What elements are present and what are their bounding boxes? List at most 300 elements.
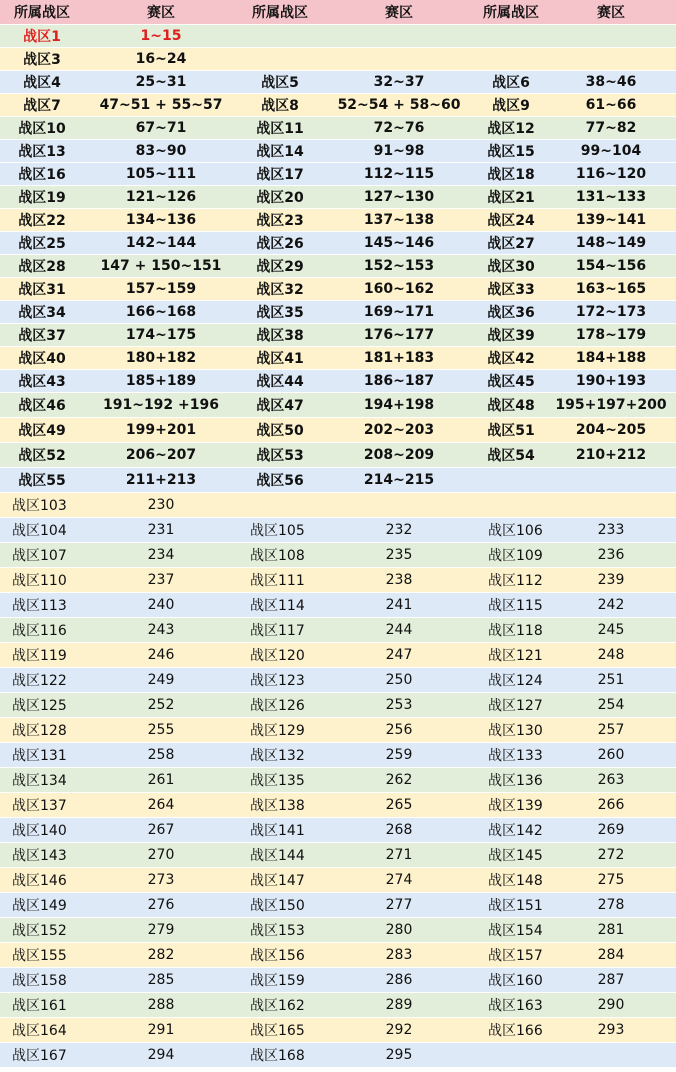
region-cell: 249 xyxy=(84,668,238,693)
table-row xyxy=(0,893,676,918)
zone-cell: 战区27 xyxy=(476,232,546,255)
region-cell: 281 xyxy=(546,918,676,943)
region-cell: 284 xyxy=(546,943,676,968)
region-cell: 232 xyxy=(322,518,476,543)
table-row xyxy=(0,1043,676,1068)
zone-cell: 战区143 xyxy=(0,843,84,868)
zone-cell: 战区167 xyxy=(0,1043,84,1068)
zone-cell: 战区109 xyxy=(476,543,546,568)
zone-cell: 战区149 xyxy=(0,893,84,918)
region-cell: 160~162 xyxy=(322,278,476,301)
zone-cell: 战区116 xyxy=(0,618,84,643)
zone-cell: 战区119 xyxy=(0,643,84,668)
region-cell: 195+197+200 xyxy=(546,393,676,418)
region-cell: 105~111 xyxy=(84,163,238,186)
table-row xyxy=(0,370,676,393)
zone-cell: 战区11 xyxy=(238,117,322,140)
region-cell: 274 xyxy=(322,868,476,893)
zone-cell: 战区131 xyxy=(0,743,84,768)
region-cell xyxy=(546,468,676,493)
zone-cell: 战区121 xyxy=(476,643,546,668)
table-row xyxy=(0,518,676,543)
region-cell: 235 xyxy=(322,543,476,568)
zone-cell: 战区104 xyxy=(0,518,84,543)
region-cell: 142~144 xyxy=(84,232,238,255)
table-row xyxy=(0,209,676,232)
region-cell: 166~168 xyxy=(84,301,238,324)
region-cell: 295 xyxy=(322,1043,476,1068)
table-row xyxy=(0,468,676,493)
region-cell: 247 xyxy=(322,643,476,668)
zone-cell: 战区160 xyxy=(476,968,546,993)
zone-cell: 战区144 xyxy=(238,843,322,868)
zone-cell: 战区128 xyxy=(0,718,84,743)
region-cell: 243 xyxy=(84,618,238,643)
table-row xyxy=(0,718,676,743)
zone-cell: 战区30 xyxy=(476,255,546,278)
region-cell: 282 xyxy=(84,943,238,968)
zone-cell: 战区38 xyxy=(238,324,322,347)
zone-cell: 战区35 xyxy=(238,301,322,324)
zone-cell: 战区115 xyxy=(476,593,546,618)
zone-cell: 战区146 xyxy=(0,868,84,893)
region-cell: 169~171 xyxy=(322,301,476,324)
table-row xyxy=(0,232,676,255)
table-header-row xyxy=(0,0,676,25)
region-cell: 266 xyxy=(546,793,676,818)
zone-cell: 战区117 xyxy=(238,618,322,643)
zone-cell: 战区150 xyxy=(238,893,322,918)
zone-cell: 战区159 xyxy=(238,968,322,993)
region-cell: 250 xyxy=(322,668,476,693)
zone-cell: 战区168 xyxy=(238,1043,322,1068)
region-cell: 238 xyxy=(322,568,476,593)
region-cell: 174~175 xyxy=(84,324,238,347)
region-cell: 240 xyxy=(84,593,238,618)
region-cell: 157~159 xyxy=(84,278,238,301)
table-row xyxy=(0,255,676,278)
table-row xyxy=(0,668,676,693)
region-cell: 294 xyxy=(84,1043,238,1068)
table-row xyxy=(0,1018,676,1043)
table-row xyxy=(0,968,676,993)
region-cell: 286 xyxy=(322,968,476,993)
zone-cell: 战区122 xyxy=(0,668,84,693)
zone-cell xyxy=(476,493,546,518)
region-cell: 77~82 xyxy=(546,117,676,140)
region-cell: 248 xyxy=(546,643,676,668)
header-zone-2: 所属战区 xyxy=(238,0,322,25)
table-row xyxy=(0,818,676,843)
zone-cell: 战区29 xyxy=(238,255,322,278)
region-cell: 283 xyxy=(322,943,476,968)
region-cell: 91~98 xyxy=(322,140,476,163)
table-row xyxy=(0,943,676,968)
zone-cell: 战区111 xyxy=(238,568,322,593)
zone-cell: 战区158 xyxy=(0,968,84,993)
zone-cell: 战区164 xyxy=(0,1018,84,1043)
zone-cell: 战区25 xyxy=(0,232,84,255)
region-cell xyxy=(546,493,676,518)
zone-cell xyxy=(476,468,546,493)
region-cell: 176~177 xyxy=(322,324,476,347)
region-cell: 254 xyxy=(546,693,676,718)
zone-cell: 战区22 xyxy=(0,209,84,232)
zone-cell: 战区48 xyxy=(476,393,546,418)
table-row xyxy=(0,643,676,668)
region-cell: 276 xyxy=(84,893,238,918)
zone-cell: 战区154 xyxy=(476,918,546,943)
region-cell: 270 xyxy=(84,843,238,868)
zone-cell: 战区37 xyxy=(0,324,84,347)
region-cell: 262 xyxy=(322,768,476,793)
zone-cell: 战区45 xyxy=(476,370,546,393)
header-region-2: 赛区 xyxy=(322,0,476,25)
zone-cell: 战区126 xyxy=(238,693,322,718)
region-cell: 148~149 xyxy=(546,232,676,255)
zone-cell: 战区151 xyxy=(476,893,546,918)
zone-cell: 战区123 xyxy=(238,668,322,693)
region-cell: 184+188 xyxy=(546,347,676,370)
region-cell: 287 xyxy=(546,968,676,993)
region-cell: 185+189 xyxy=(84,370,238,393)
table-row xyxy=(0,843,676,868)
region-cell: 271 xyxy=(322,843,476,868)
table-row xyxy=(0,25,676,48)
region-cell: 152~153 xyxy=(322,255,476,278)
zone-cell: 战区133 xyxy=(476,743,546,768)
region-cell: 190+193 xyxy=(546,370,676,393)
zone-cell: 战区36 xyxy=(476,301,546,324)
region-cell: 263 xyxy=(546,768,676,793)
zone-cell: 战区125 xyxy=(0,693,84,718)
zone-cell: 战区152 xyxy=(0,918,84,943)
table-row xyxy=(0,94,676,117)
header-zone-1: 所属战区 xyxy=(0,0,84,25)
region-cell: 208~209 xyxy=(322,443,476,468)
region-cell: 269 xyxy=(546,818,676,843)
region-cell: 267 xyxy=(84,818,238,843)
header-zone-3: 所属战区 xyxy=(476,0,546,25)
table-row xyxy=(0,140,676,163)
zone-cell: 战区52 xyxy=(0,443,84,468)
zone-cell: 战区8 xyxy=(238,94,322,117)
zone-cell: 战区21 xyxy=(476,186,546,209)
region-cell: 16~24 xyxy=(84,48,238,71)
zone-cell: 战区155 xyxy=(0,943,84,968)
zone-cell: 战区135 xyxy=(238,768,322,793)
region-cell: 127~130 xyxy=(322,186,476,209)
region-cell: 280 xyxy=(322,918,476,943)
region-cell: 112~115 xyxy=(322,163,476,186)
region-cell: 61~66 xyxy=(546,94,676,117)
region-cell: 259 xyxy=(322,743,476,768)
region-cell: 285 xyxy=(84,968,238,993)
table-row xyxy=(0,163,676,186)
table-row xyxy=(0,186,676,209)
zone-cell: 战区12 xyxy=(476,117,546,140)
region-cell: 147 + 150~151 xyxy=(84,255,238,278)
region-cell: 275 xyxy=(546,868,676,893)
table-row xyxy=(0,993,676,1018)
region-cell: 52~54 + 58~60 xyxy=(322,94,476,117)
region-cell: 199+201 xyxy=(84,418,238,443)
zone-cell: 战区23 xyxy=(238,209,322,232)
region-cell: 230 xyxy=(84,493,238,518)
region-cell: 292 xyxy=(322,1018,476,1043)
zone-cell xyxy=(476,48,546,71)
zone-cell: 战区42 xyxy=(476,347,546,370)
region-cell: 253 xyxy=(322,693,476,718)
region-cell: 178~179 xyxy=(546,324,676,347)
zone-cell: 战区118 xyxy=(476,618,546,643)
zone-cell: 战区14 xyxy=(238,140,322,163)
table-row xyxy=(0,393,676,418)
zone-cell: 战区110 xyxy=(0,568,84,593)
zone-cell: 战区20 xyxy=(238,186,322,209)
zone-cell: 战区105 xyxy=(238,518,322,543)
zone-cell: 战区9 xyxy=(476,94,546,117)
region-cell: 255 xyxy=(84,718,238,743)
zone-cell: 战区19 xyxy=(0,186,84,209)
zone-cell: 战区145 xyxy=(476,843,546,868)
table-row xyxy=(0,793,676,818)
zone-cell: 战区1 xyxy=(0,25,84,48)
table-row xyxy=(0,301,676,324)
region-cell: 233 xyxy=(546,518,676,543)
zone-cell: 战区5 xyxy=(238,71,322,94)
region-cell: 273 xyxy=(84,868,238,893)
region-cell: 257 xyxy=(546,718,676,743)
region-cell: 289 xyxy=(322,993,476,1018)
region-cell: 239 xyxy=(546,568,676,593)
zone-cell: 战区46 xyxy=(0,393,84,418)
zone-cell: 战区10 xyxy=(0,117,84,140)
table-row xyxy=(0,568,676,593)
zone-cell: 战区153 xyxy=(238,918,322,943)
zone-cell: 战区165 xyxy=(238,1018,322,1043)
region-cell: 246 xyxy=(84,643,238,668)
zone-cell: 战区124 xyxy=(476,668,546,693)
zone-cell xyxy=(238,48,322,71)
zone-cell: 战区17 xyxy=(238,163,322,186)
region-cell: 131~133 xyxy=(546,186,676,209)
region-cell: 163~165 xyxy=(546,278,676,301)
region-cell: 264 xyxy=(84,793,238,818)
table-row xyxy=(0,493,676,518)
region-cell: 137~138 xyxy=(322,209,476,232)
region-cell xyxy=(546,48,676,71)
region-cell xyxy=(546,25,676,48)
zone-cell: 战区112 xyxy=(476,568,546,593)
region-cell: 234 xyxy=(84,543,238,568)
zone-cell: 战区127 xyxy=(476,693,546,718)
region-cell: 1~15 xyxy=(84,25,238,48)
region-cell: 272 xyxy=(546,843,676,868)
region-cell: 145~146 xyxy=(322,232,476,255)
region-cell: 236 xyxy=(546,543,676,568)
region-cell: 139~141 xyxy=(546,209,676,232)
table-row xyxy=(0,443,676,468)
region-cell: 258 xyxy=(84,743,238,768)
zone-cell: 战区107 xyxy=(0,543,84,568)
zone-cell: 战区32 xyxy=(238,278,322,301)
region-cell: 214~215 xyxy=(322,468,476,493)
region-cell: 251 xyxy=(546,668,676,693)
region-cell: 47~51 + 55~57 xyxy=(84,94,238,117)
region-cell: 180+182 xyxy=(84,347,238,370)
region-cell xyxy=(546,1043,676,1068)
zone-cell: 战区130 xyxy=(476,718,546,743)
zone-cell: 战区40 xyxy=(0,347,84,370)
region-cell: 244 xyxy=(322,618,476,643)
table-row xyxy=(0,918,676,943)
table-row xyxy=(0,278,676,301)
table-row xyxy=(0,48,676,71)
region-cell: 279 xyxy=(84,918,238,943)
region-cell: 206~207 xyxy=(84,443,238,468)
region-cell: 194+198 xyxy=(322,393,476,418)
region-cell: 32~37 xyxy=(322,71,476,94)
region-cell: 186~187 xyxy=(322,370,476,393)
table-row xyxy=(0,324,676,347)
zone-cell: 战区24 xyxy=(476,209,546,232)
region-cell: 204~205 xyxy=(546,418,676,443)
zone-cell: 战区129 xyxy=(238,718,322,743)
zone-cell: 战区7 xyxy=(0,94,84,117)
zone-cell: 战区134 xyxy=(0,768,84,793)
zone-cell: 战区156 xyxy=(238,943,322,968)
header-region-1: 赛区 xyxy=(84,0,238,25)
table-row xyxy=(0,347,676,370)
zone-cell: 战区142 xyxy=(476,818,546,843)
region-cell: 191~192 +196 xyxy=(84,393,238,418)
zone-cell xyxy=(238,493,322,518)
region-cell: 291 xyxy=(84,1018,238,1043)
zone-cell: 战区4 xyxy=(0,71,84,94)
zone-cell: 战区55 xyxy=(0,468,84,493)
zone-cell: 战区33 xyxy=(476,278,546,301)
zone-cell: 战区44 xyxy=(238,370,322,393)
region-cell: 252 xyxy=(84,693,238,718)
zone-cell: 战区31 xyxy=(0,278,84,301)
region-cell: 293 xyxy=(546,1018,676,1043)
zone-cell: 战区103 xyxy=(0,493,84,518)
zone-cell: 战区137 xyxy=(0,793,84,818)
header-region-3: 赛区 xyxy=(546,0,676,25)
zone-cell: 战区157 xyxy=(476,943,546,968)
region-cell: 210+212 xyxy=(546,443,676,468)
table-row xyxy=(0,743,676,768)
zone-cell: 战区139 xyxy=(476,793,546,818)
region-cell: 260 xyxy=(546,743,676,768)
zone-cell: 战区26 xyxy=(238,232,322,255)
zone-cell: 战区47 xyxy=(238,393,322,418)
region-cell: 245 xyxy=(546,618,676,643)
region-cell: 83~90 xyxy=(84,140,238,163)
table-row xyxy=(0,543,676,568)
region-cell: 202~203 xyxy=(322,418,476,443)
region-cell: 241 xyxy=(322,593,476,618)
zone-cell xyxy=(476,1043,546,1068)
region-cell: 116~120 xyxy=(546,163,676,186)
region-cell: 181+183 xyxy=(322,347,476,370)
zone-cell: 战区56 xyxy=(238,468,322,493)
zone-cell: 战区51 xyxy=(476,418,546,443)
zone-cell: 战区140 xyxy=(0,818,84,843)
region-cell: 72~76 xyxy=(322,117,476,140)
zone-cell: 战区136 xyxy=(476,768,546,793)
region-cell: 288 xyxy=(84,993,238,1018)
region-cell: 25~31 xyxy=(84,71,238,94)
region-cell: 67~71 xyxy=(84,117,238,140)
region-cell: 99~104 xyxy=(546,140,676,163)
region-cell xyxy=(322,25,476,48)
zone-cell xyxy=(476,25,546,48)
zone-cell: 战区15 xyxy=(476,140,546,163)
region-cell: 268 xyxy=(322,818,476,843)
table-row xyxy=(0,117,676,140)
zone-cell: 战区162 xyxy=(238,993,322,1018)
zone-cell: 战区141 xyxy=(238,818,322,843)
table-row xyxy=(0,593,676,618)
zone-cell: 战区16 xyxy=(0,163,84,186)
zone-cell: 战区148 xyxy=(476,868,546,893)
region-cell: 261 xyxy=(84,768,238,793)
table-body xyxy=(0,25,676,1068)
table-row xyxy=(0,71,676,94)
region-cell: 237 xyxy=(84,568,238,593)
region-cell: 265 xyxy=(322,793,476,818)
table-row xyxy=(0,768,676,793)
table-row xyxy=(0,693,676,718)
zone-cell xyxy=(238,25,322,48)
region-cell: 121~126 xyxy=(84,186,238,209)
region-cell: 278 xyxy=(546,893,676,918)
region-cell: 256 xyxy=(322,718,476,743)
region-cell: 172~173 xyxy=(546,301,676,324)
region-cell: 154~156 xyxy=(546,255,676,278)
zone-cell: 战区54 xyxy=(476,443,546,468)
region-cell: 290 xyxy=(546,993,676,1018)
zone-cell: 战区113 xyxy=(0,593,84,618)
zone-cell: 战区53 xyxy=(238,443,322,468)
zone-cell: 战区3 xyxy=(0,48,84,71)
region-cell: 231 xyxy=(84,518,238,543)
zone-cell: 战区166 xyxy=(476,1018,546,1043)
zone-cell: 战区13 xyxy=(0,140,84,163)
region-cell: 211+213 xyxy=(84,468,238,493)
zone-cell: 战区6 xyxy=(476,71,546,94)
zone-cell: 战区106 xyxy=(476,518,546,543)
zone-cell: 战区49 xyxy=(0,418,84,443)
region-cell xyxy=(322,48,476,71)
zone-cell: 战区120 xyxy=(238,643,322,668)
zone-cell: 战区138 xyxy=(238,793,322,818)
zone-cell: 战区114 xyxy=(238,593,322,618)
region-cell: 277 xyxy=(322,893,476,918)
zone-cell: 战区18 xyxy=(476,163,546,186)
region-cell xyxy=(322,493,476,518)
table-row xyxy=(0,868,676,893)
table-row xyxy=(0,418,676,443)
region-cell: 242 xyxy=(546,593,676,618)
zone-cell: 战区41 xyxy=(238,347,322,370)
table-row xyxy=(0,618,676,643)
zone-cell: 战区147 xyxy=(238,868,322,893)
zone-cell: 战区161 xyxy=(0,993,84,1018)
region-cell: 38~46 xyxy=(546,71,676,94)
